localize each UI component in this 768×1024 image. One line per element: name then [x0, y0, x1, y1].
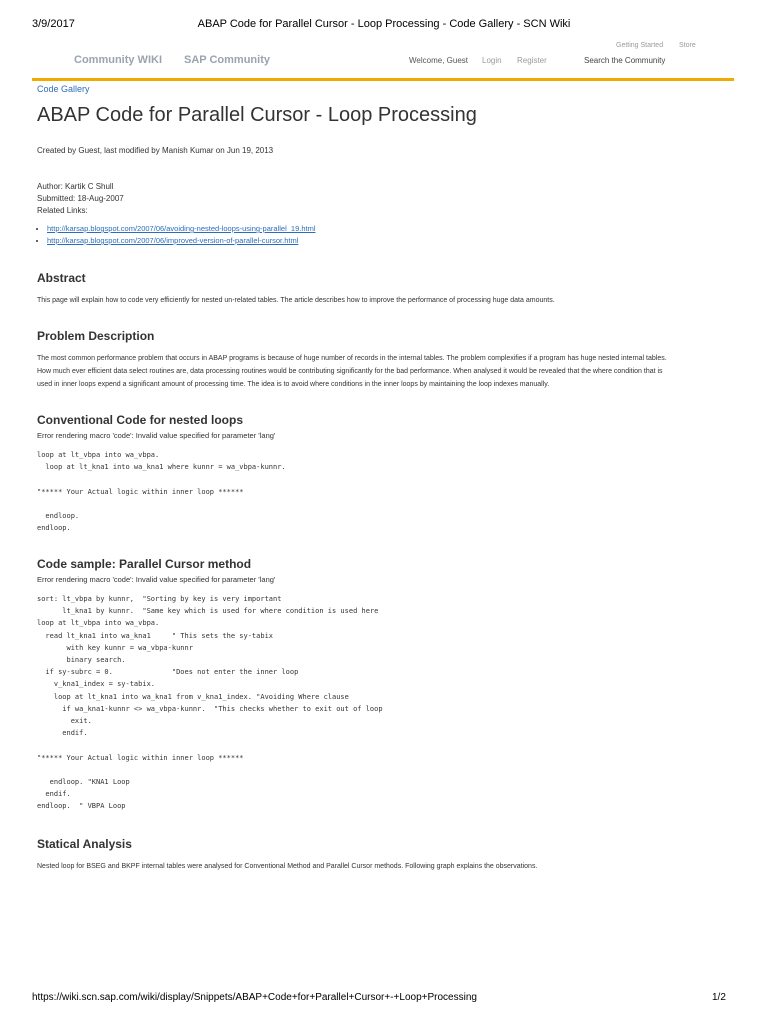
- problem-heading: Problem Description: [37, 329, 155, 343]
- problem-text-1: The most common performance problem that occurs in ABAP programs is because of huge number of records in the internal tables. The problem complexifies if a program has huge nested internal tables.: [37, 355, 667, 362]
- community-wiki-link[interactable]: Community WIKI: [74, 54, 162, 66]
- abstract-text: This page will explain how to code very efficiently for nested un-related tables. The article describes how to improve the performance of processing huge data amounts.: [37, 297, 555, 304]
- register-link[interactable]: Register: [517, 56, 547, 65]
- statical-heading: Statical Analysis: [37, 837, 132, 851]
- macro-error-1: Error rendering macro 'code': Invalid value specified for parameter 'lang': [37, 431, 276, 440]
- breadcrumb[interactable]: Code Gallery: [37, 84, 90, 94]
- related-link-2[interactable]: http://karsap.blogspot.com/2007/06/improved-version-of-parallel-cursor.html: [47, 236, 299, 245]
- site-nav: [32, 54, 734, 81]
- store-link[interactable]: Store: [679, 42, 696, 49]
- login-link[interactable]: Login: [482, 56, 502, 65]
- macro-error-2: Error rendering macro 'code': Invalid value specified for parameter 'lang': [37, 575, 276, 584]
- page-metadata: Created by Guest, last modified by Manish Kumar on Jun 19, 2013: [37, 146, 274, 155]
- parallel-code-block: sort: lt_vbpa by kunnr, "Sorting by key is very important lt_kna1 by kunnr. "Same key which is used for where condition is used here loop at lt_vbpa into wa_vbpa. read lt_kna1 into wa_kna1 " This sets the sy-tabix with key kunnr = wa_vbpa-kunnr binary search. if sy-subrc = 0. "Does not enter the inner loop v_kna1_index = sy-tabix. loop at lt_kna1 into wa_kna1 from v_kna1_index. "Avoiding Where clause if wa_kna1-kunnr <> wa_vbpa-kunnr. "This checks whether to exit out of loop exit. endif. "***** Your Actual logic within inner loop ****** endloop. "KNA1 Loop endif. endloop. " VBPA Loop: [37, 595, 383, 811]
- abstract-heading: Abstract: [37, 271, 86, 285]
- problem-text-2: How much ever efficient data select routines are, data processing routines would be contributing significantly for the bad performance. When analysed it would be revealed that the where condition that is: [37, 368, 663, 375]
- related-links-label: Related Links:: [37, 206, 88, 215]
- welcome-text: Welcome, Guest: [409, 56, 468, 65]
- page-number: 1/2: [712, 992, 726, 1003]
- list-item: [47, 236, 316, 248]
- conventional-heading: Conventional Code for nested loops: [37, 413, 244, 427]
- page-title: ABAP Code for Parallel Cursor - Loop Processing: [37, 104, 477, 126]
- top-utility-links: [616, 42, 710, 49]
- list-item: [47, 224, 316, 236]
- problem-text-3: used in inner loops expend a significant amount of processing time. The idea is to avoid where conditions in the inner loops by maintaining the loop indexes manually.: [37, 381, 550, 388]
- related-link-1[interactable]: http://karsap.blogspot.com/2007/06/avoiding-nested-loops-using-parallel_19.html: [47, 224, 316, 233]
- print-date: 3/9/2017: [32, 18, 75, 30]
- print-title: ABAP Code for Parallel Cursor - Loop Processing - Code Gallery - SCN Wiki: [197, 18, 571, 30]
- parallel-heading: Code sample: Parallel Cursor method: [37, 557, 252, 571]
- statical-text: Nested loop for BSEG and BKPF internal tables were analysed for Conventional Method and Parallel Cursor methods. Following graph explains the observations.: [37, 863, 538, 870]
- search-community-link[interactable]: Search the Community: [584, 56, 666, 65]
- conventional-code-block: loop at lt_vbpa into wa_vbpa. loop at lt_kna1 into wa_kna1 where kunnr = wa_vbpa-kunnr. "***** Your Actual logic within inner loop ****** endloop. endloop.: [37, 451, 286, 533]
- author-line: Author: Kartik C Shull: [37, 182, 114, 191]
- submitted-line: Submitted: 18-Aug-2007: [37, 194, 124, 203]
- print-url: https://wiki.scn.sap.com/wiki/display/Snippets/ABAP+Code+for+Parallel+Cursor+-+Loop+Processing: [32, 992, 477, 1003]
- related-links-list: [37, 224, 316, 248]
- getting-started-link[interactable]: Getting Started: [616, 42, 664, 49]
- sap-community-link[interactable]: SAP Community: [184, 54, 270, 66]
- print-header: [0, 18, 768, 32]
